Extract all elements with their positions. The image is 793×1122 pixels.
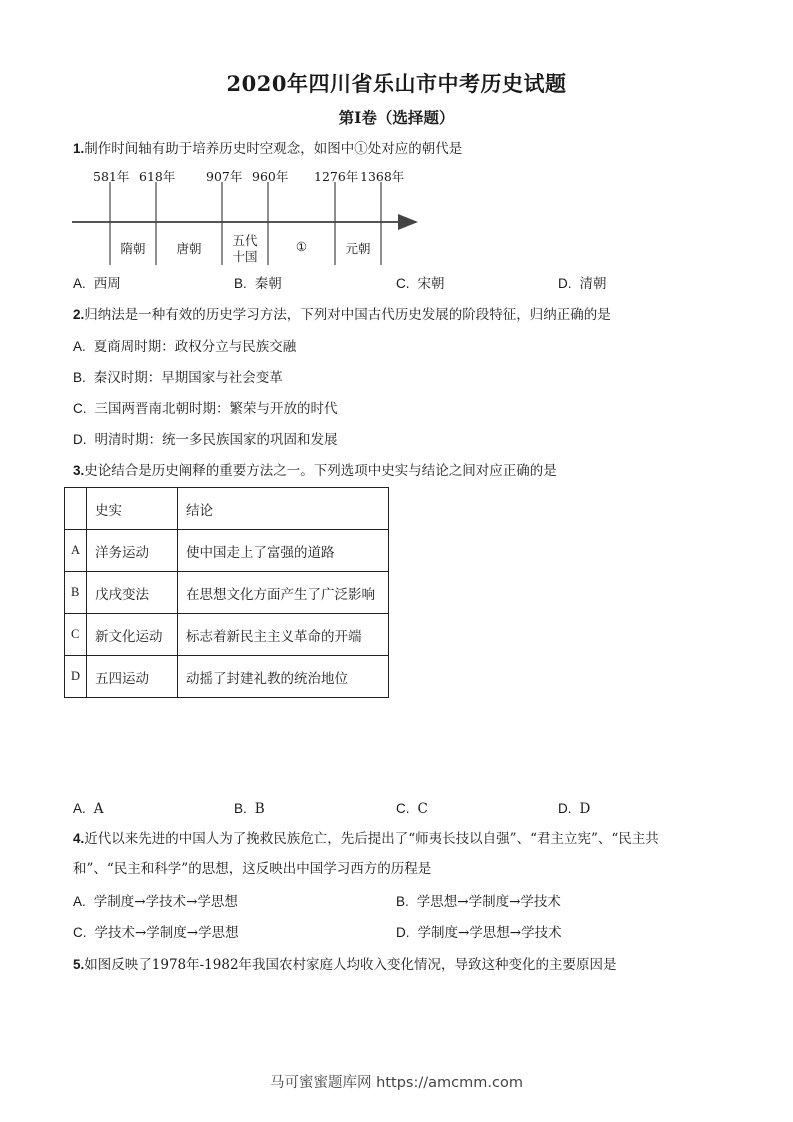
- question-text: 归纳法是一种有效的历史学习方法，下列对中国古代历史发展的阶段特征，归纳正确的是: [84, 307, 611, 323]
- question-text: 史论结合是历史阐释的重要方法之一。下列选项中史实与结论之间对应正确的是: [84, 463, 557, 479]
- question-number: 3.: [73, 463, 85, 478]
- option-b[interactable]: B. 秦朝: [234, 276, 282, 292]
- table-cell: 洋务运动: [87, 530, 178, 572]
- table-cell: 戊戌变法: [87, 572, 178, 614]
- option-c[interactable]: C. C: [396, 801, 428, 817]
- table-row: [65, 572, 389, 614]
- timeline-label-yuan: 元朝: [345, 241, 371, 256]
- question-5-stem: [73, 955, 617, 975]
- option-d[interactable]: D. 清朝: [558, 276, 607, 292]
- timeline-label-tang: 唐朝: [176, 241, 202, 256]
- option-d[interactable]: D. D: [558, 801, 591, 817]
- option-b[interactable]: B. 秦汉时期：早期国家与社会变革: [73, 370, 283, 386]
- question-text: 制作时间轴有助于培养历史时空观念，如图中①处对应的朝代是: [84, 141, 463, 157]
- option-a[interactable]: A. 西周: [73, 276, 121, 292]
- question-4-line-2: 和”、“民主和科学”的思想，这反映出中国学习西方的历程是: [73, 861, 432, 877]
- question-4-line-1: [73, 829, 733, 849]
- timeline-year: 1276年: [314, 169, 359, 184]
- option-d[interactable]: D. 学制度→学思想→学技术: [396, 925, 562, 941]
- section-title: 第Ⅰ卷（选择题）: [338, 108, 455, 127]
- table-row: [65, 530, 389, 572]
- table-cell: 标志着新民主主义革命的开端: [178, 614, 389, 656]
- option-d[interactable]: D. 明清时期：统一多民族国家的巩固和发展: [73, 432, 338, 448]
- option-b[interactable]: B. B: [234, 801, 265, 817]
- page-title: 2020年四川省乐山市中考历史试题: [226, 71, 567, 96]
- timeline-label-shiguo: 十国: [232, 249, 258, 264]
- table-cell: 动摇了封建礼教的统治地位: [178, 656, 389, 698]
- timeline-label-wudai: 五代: [232, 233, 258, 248]
- question-number: 1.: [73, 141, 85, 156]
- table-cell: D: [65, 656, 87, 698]
- question-4-stem: [73, 829, 733, 879]
- table-row: [65, 656, 389, 698]
- timeline-year: 618年: [139, 169, 176, 184]
- table-cell: 使中国走上了富强的道路: [178, 530, 389, 572]
- question-text: 如图反映了1978年-1982年我国农村家庭人均收入变化情况，导致这种变化的主要原因是: [84, 957, 617, 973]
- timeline-year: 960年: [252, 169, 289, 184]
- question-text: 近代以来先进的中国人为了挽救民族危亡，先后提出了“师夷长技以自强”、“君主立宪”、“民主共: [84, 831, 659, 847]
- table-cell: B: [65, 572, 87, 614]
- option-b[interactable]: B. 学思想→学制度→学技术: [396, 894, 561, 910]
- option-a[interactable]: A. 夏商周时期：政权分立与民族交融: [73, 339, 297, 355]
- question-2-stem: [73, 305, 611, 325]
- question-3-stem: [73, 461, 557, 481]
- table-cell: A: [65, 530, 87, 572]
- option-a[interactable]: A. A: [73, 801, 104, 817]
- table-cell: 五四运动: [87, 656, 178, 698]
- timeline-year: 907年: [206, 169, 243, 184]
- question-1-stem: [73, 139, 462, 159]
- option-c[interactable]: C. 三国两晋南北朝时期：繁荣与开放的时代: [73, 401, 338, 417]
- timeline-label-blank: ①: [295, 239, 308, 254]
- timeline-year: 581年: [93, 169, 130, 184]
- option-a[interactable]: A. 学制度→学技术→学思想: [73, 894, 238, 910]
- table-header-cell: 史实: [87, 488, 178, 530]
- table-cell: 新文化运动: [87, 614, 178, 656]
- timeline-label-sui: 隋朝: [120, 241, 146, 256]
- timeline-figure: [70, 163, 430, 269]
- question-number: 5.: [73, 957, 85, 972]
- table-header-cell: [65, 488, 87, 530]
- history-conclusion-table: [64, 487, 389, 698]
- table-row: [65, 614, 389, 656]
- footer-watermark: 马可蜜蜜题库网 https://amcmm.com: [270, 1075, 523, 1091]
- question-number: 2.: [73, 307, 85, 322]
- question-number: 4.: [73, 831, 85, 846]
- option-c[interactable]: C. 学技术→学制度→学思想: [73, 925, 239, 941]
- table-cell: C: [65, 614, 87, 656]
- table-cell: 在思想文化方面产生了广泛影响: [178, 572, 389, 614]
- option-c[interactable]: C. 宋朝: [396, 276, 445, 292]
- timeline-year: 1368年: [360, 169, 405, 184]
- table-header-row: [65, 488, 389, 530]
- table-header-cell: 结论: [178, 488, 389, 530]
